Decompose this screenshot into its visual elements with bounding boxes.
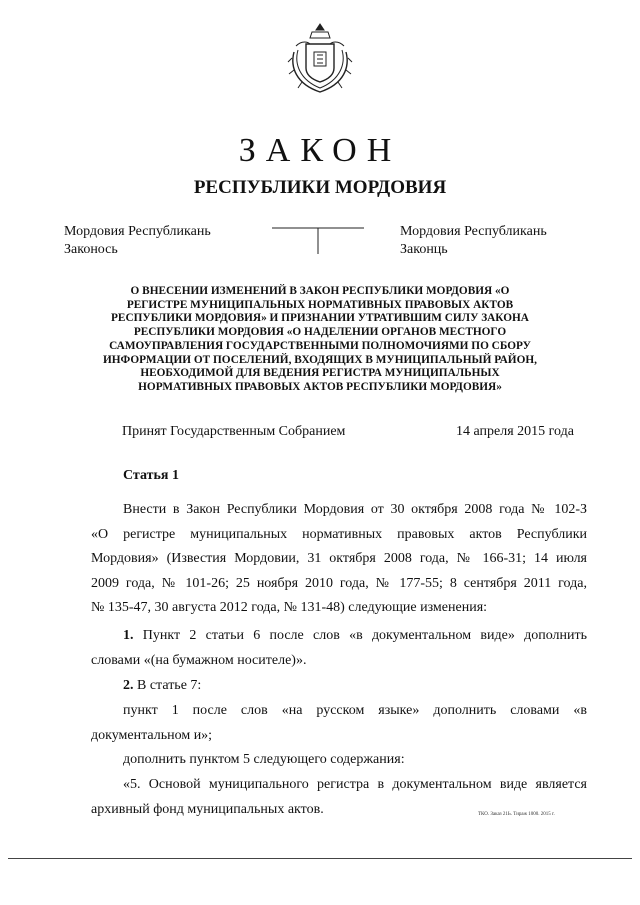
sub-item-1-line1: пункт 1 после слов «на русском языке» дополнить словами «в <box>123 703 587 718</box>
law-heading: О ВНЕСЕНИИ ИЗМЕНЕНИЙ В ЗАКОН РЕСПУБЛИКИ МОРДОВИЯ «О РЕГИСТРЕ МУНИЦИПАЛЬНЫХ НОРМАТИВНЫХ ПРАВОВЫХ АКТОВ РЕСПУБЛИКИ МОРДОВИЯ» И ПРИЗНАНИИ УТРАТИВШИМ СИЛУ ЗАКОНА РЕСПУБЛИКИ МОРДОВИЯ «О НАДЕЛЕНИИ ОРГАНОВ МЕСТНОГО САМОУПРАВЛЕНИЯ ГОСУДАРСТВЕННЫМИ ПОЛНОМОЧИЯМИ ПО СБОРУ ИНФОРМАЦИИ ОТ ПОСЕЛЕНИЙ, ВХОДЯЩИХ В МУНИЦИПАЛЬНЫЙ РАЙОН, НЕОБХОДИМОЙ ДЛЯ ВЕДЕНИЯ РЕГИСТРА МУНИЦИПАЛЬНЫХ НОРМАТИВНЫХ ПРАВОВЫХ АКТОВ РЕСПУБЛИКИ МОРДОВИЯ» <box>102 285 537 393</box>
quote-line2: архивный фонд муниципальных актов. <box>91 801 324 817</box>
sub-item-1 <box>91 699 587 748</box>
article-intro <box>91 498 587 621</box>
item-2 <box>91 674 587 699</box>
intro-line: Внести в Закон Республики Мордовия от 30 октября 2008 года № 102-З <box>123 502 587 517</box>
coat-of-arms-emblem <box>286 22 354 94</box>
intro-line: № 135-47, 30 августа 2012 года, № 131-48) следующие изменения: <box>91 600 488 615</box>
moksha-title-line2: Законось <box>64 242 118 257</box>
intro-line: «О регистре муниципальных нормативных правовых актов Республики <box>91 526 587 542</box>
item-1-text: Пункт 2 статьи 6 после слов «в документальном виде» дополнить <box>133 628 587 643</box>
header-divider <box>272 226 364 254</box>
intro-line: 2009 года, № 101-26; 25 ноября 2010 года, № 177-55; 8 сентября 2011 года, <box>91 575 587 591</box>
moksha-title-line1: Мордовия Республикань <box>64 224 211 239</box>
quote-line1: «5. Основой муниципального регистра в документальном виде является <box>123 777 587 792</box>
item-1-number: 1. <box>123 628 134 643</box>
sub-item-1-line2: документальном и»; <box>91 727 213 743</box>
print-footnote: ТКО. Заказ 21Ь. Тираж 1000. 2015 г. <box>478 812 555 817</box>
adoption-date: 14 апреля 2015 года <box>456 424 574 439</box>
erzya-title-line2: Законць <box>400 242 448 257</box>
document-title: ЗАКОН <box>238 132 402 169</box>
item-1-text-cont: словами «(на бумажном носителе)». <box>91 652 307 668</box>
item-2-number: 2. <box>123 678 134 693</box>
item-1 <box>91 624 587 673</box>
adoption-text: Принят Государственным Собранием <box>122 424 346 439</box>
article-title: Статья 1 <box>123 468 179 483</box>
sub-item-2-text: дополнить пунктом 5 следующего содержания: <box>123 752 405 767</box>
sub-item-2 <box>91 748 587 773</box>
intro-line: Мордовия» (Известия Мордовии, 31 октября 2008 года, № 166-31; 14 июля <box>91 551 587 566</box>
item-2-text: В статье 7: <box>133 678 202 693</box>
erzya-title-line1: Мордовия Республикань <box>400 224 547 239</box>
bottom-rule <box>8 858 632 859</box>
document-subtitle: РЕСПУБЛИКИ МОРДОВИЯ <box>193 177 447 198</box>
